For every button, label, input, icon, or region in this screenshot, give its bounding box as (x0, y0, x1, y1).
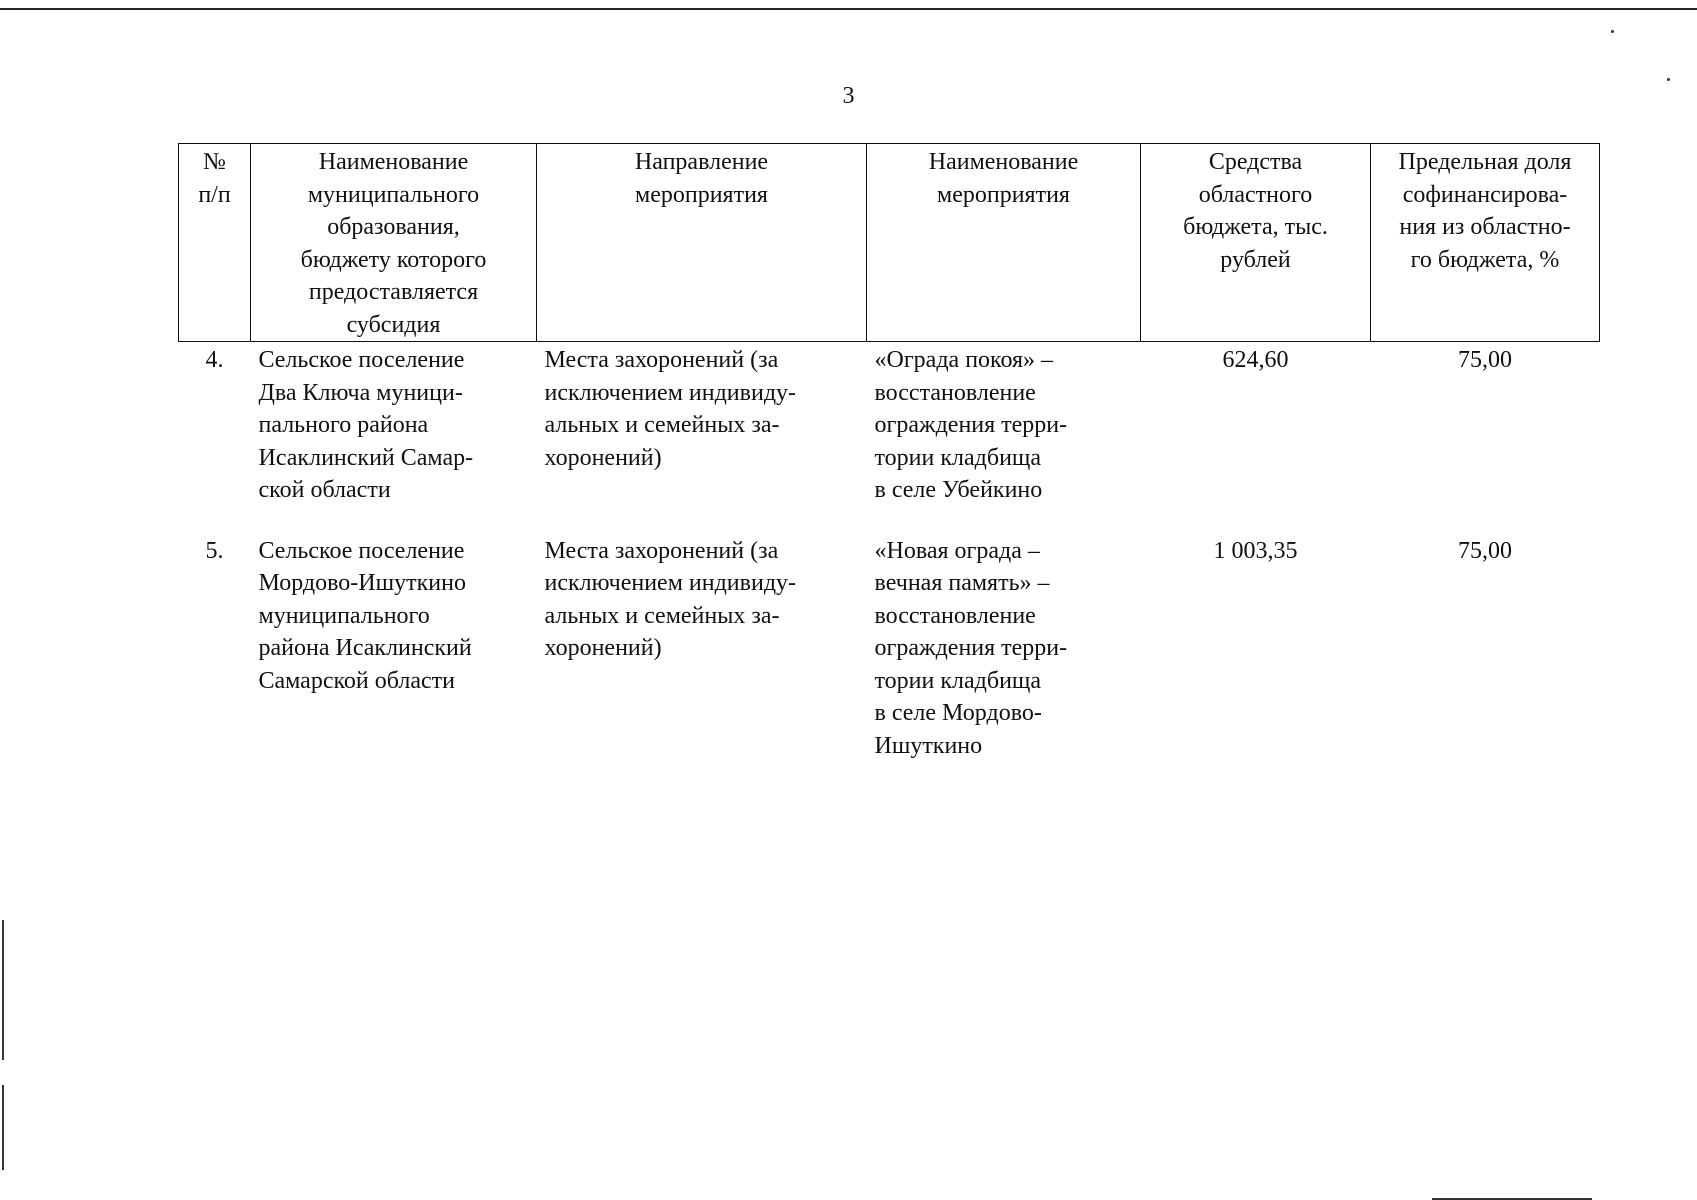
subsidy-table (178, 143, 1600, 762)
cell-municipality: Сельское поселение Два Ключа муници- пального района Исаклинский Самар- ской области (258, 347, 474, 503)
scan-edge-line (0, 8, 1697, 10)
header-row (179, 144, 1600, 342)
scan-speck (1611, 30, 1614, 33)
cell-direction: Места захоронений (за исключением индивиду- альных и семейных за- хоронений) (544, 537, 797, 661)
cell-event: «Ограда покоя» – восстановление ограждения терри- тории кладбища в селе Убейкино (874, 347, 1068, 503)
header-cell-number: № п/п (179, 144, 251, 342)
header-cell-municipality: Наименование муниципального образования, бюджету которого предоставляется субсидия (251, 144, 537, 342)
header-cell-event: Наименование мероприятия (867, 144, 1141, 342)
table-row (179, 533, 1600, 763)
cell-funds: 624,60 (1222, 347, 1289, 373)
cell-municipality: Сельское поселение Мордово-Ишуткино муниципального района Исаклинский Самарской области (258, 537, 472, 694)
scan-edge-mark (2, 1085, 4, 1170)
header-cell-direction: Направление мероприятия (537, 144, 867, 342)
cell-direction: Места захоронений (за исключением индивиду- альных и семейных за- хоронений) (544, 347, 797, 471)
header-cell-funds: Средства областного бюджета, тыс. рублей (1141, 144, 1371, 342)
table-body (179, 342, 1600, 763)
header-cell-share: Предельная доля софинансирова- ния из областно- го бюджета, % (1371, 144, 1600, 342)
page-number: 3 (842, 83, 855, 109)
scan-edge-line (1432, 1198, 1592, 1200)
table-header (179, 144, 1600, 342)
scan-edge-mark (2, 920, 4, 1060)
cell-funds: 1 003,35 (1213, 537, 1298, 564)
table-row (179, 342, 1600, 533)
scan-speck (1667, 78, 1670, 81)
cell-event: «Новая ограда – вечная память» – восстановление ограждения терри- тории кладбища в селе Мордово- Ишуткино (874, 537, 1068, 759)
cell-share: 75,00 (1458, 537, 1512, 564)
cell-number: 5. (205, 537, 224, 564)
cell-number: 4. (205, 347, 224, 373)
cell-share: 75,00 (1458, 347, 1512, 373)
